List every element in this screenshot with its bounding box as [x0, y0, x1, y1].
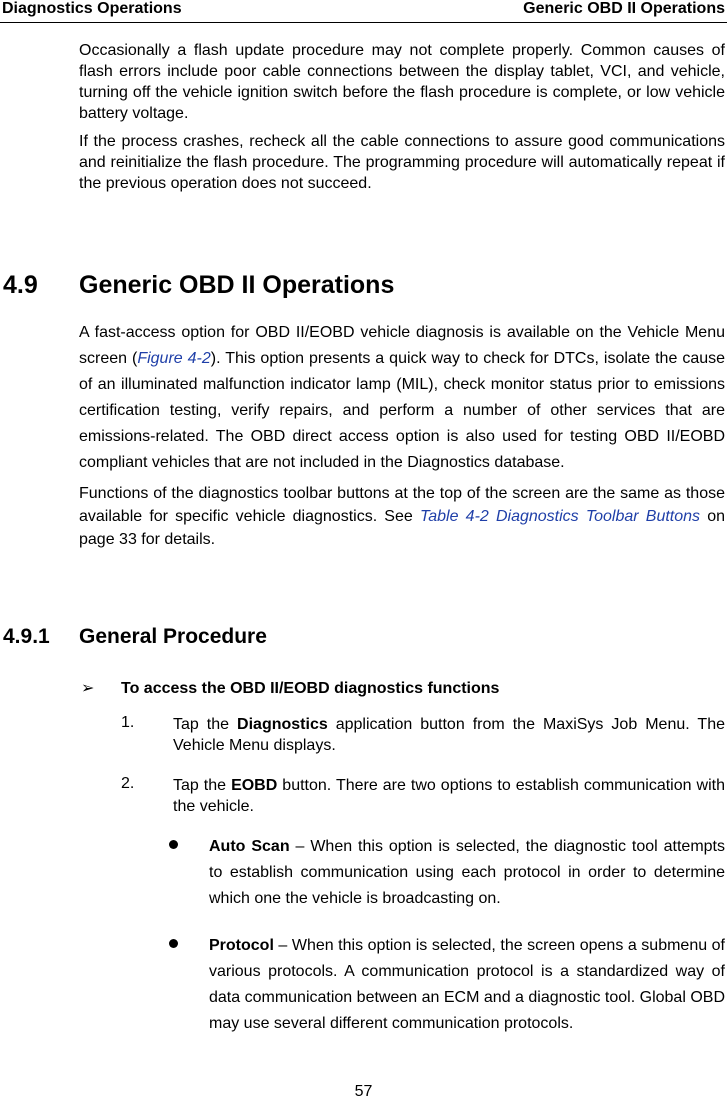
bullet-dot-icon — [169, 840, 178, 849]
auto-scan-term: Auto Scan — [209, 838, 290, 855]
eobd-term: EOBD — [231, 777, 278, 794]
table-link[interactable]: Table 4-2 Diagnostics Toolbar Buttons — [419, 508, 701, 525]
figure-link[interactable]: Figure 4-2 — [137, 350, 211, 367]
subsection-title: General Procedure — [79, 625, 267, 648]
subsection-number: 4.9.1 — [3, 625, 50, 648]
arrow-bullet-icon: ➢ — [81, 680, 95, 697]
section-number: 4.9 — [3, 271, 38, 299]
step-1 — [121, 714, 725, 756]
subsection-heading — [3, 624, 267, 650]
bullet-text: Protocol – When this option is selected, the screen opens a submenu of various protocols. A communication protocol is a standardized way of data communication between an ECM and a diagnostic tool. Global OBD may use several different communication protocols. — [209, 937, 725, 1032]
section-paragraph-2: Functions of the diagnostics toolbar buttons at the top of the screen are the same as those available for specific vehicle diagnostics. See Table 4-2 Diagnostics Toolbar Buttons on page 33 for details. — [79, 485, 726, 548]
section-heading — [3, 270, 394, 300]
header-chapter-title: Diagnostics Operations — [2, 0, 182, 17]
intro-block — [79, 40, 725, 194]
page-header — [0, 0, 727, 23]
step-2 — [121, 775, 725, 817]
section-body — [79, 320, 725, 551]
step-number: 1. — [121, 714, 135, 731]
bullet-protocol — [167, 933, 725, 1037]
intro-paragraph-2: If the process crashes, recheck all the cable connections to assure good communications and reinitialize the flash procedure. The programming procedure will automatically repeat if the previous operation does not succeed. — [79, 133, 725, 192]
bullet-auto-scan — [167, 834, 725, 912]
step-text: Tap the EOBD button. There are two options to establish communication with the vehicle. — [173, 777, 725, 815]
bullet-text: Auto Scan – When this option is selected, the diagnostic tool attempts to establish communication using each protocol in order to determine which one the vehicle is broadcasting on. — [209, 838, 725, 907]
procedure-heading-text: To access the OBD II/EOBD diagnostics functions — [121, 680, 500, 697]
section-paragraph-1: A fast-access option for OBD II/EOBD vehicle diagnosis is available on the Vehicle Menu screen (Figure 4-2). This option presents a quick way to check for DTCs, isolate the cause of an illuminated malfunction indicator lamp (MIL), check monitor status prior to emissions certification testing, verify repairs, and perform a number of other services that are emissions-related. The OBD direct access option is also used for testing OBD II/EOBD compliant vehicles that are not included in the Diagnostics database. — [79, 324, 726, 471]
step-number: 2. — [121, 775, 135, 792]
bullet-dot-icon — [169, 939, 178, 948]
section-title: Generic OBD II Operations — [79, 271, 395, 299]
page-number: 57 — [354, 1083, 373, 1100]
header-section-title: Generic OBD II Operations — [523, 0, 725, 17]
intro-paragraph-1: Occasionally a flash update procedure may not complete properly. Common causes of flash errors include poor cable connections between the display tablet, VCI, and vehicle, turning off the vehicle ignition switch before the flash procedure is complete, or low vehicle battery voltage. — [79, 42, 725, 122]
step-text: Tap the Diagnostics application button from the MaxiSys Job Menu. The Vehicle Menu displays. — [173, 716, 725, 754]
protocol-term: Protocol — [209, 937, 274, 954]
diagnostics-term: Diagnostics — [237, 716, 328, 733]
